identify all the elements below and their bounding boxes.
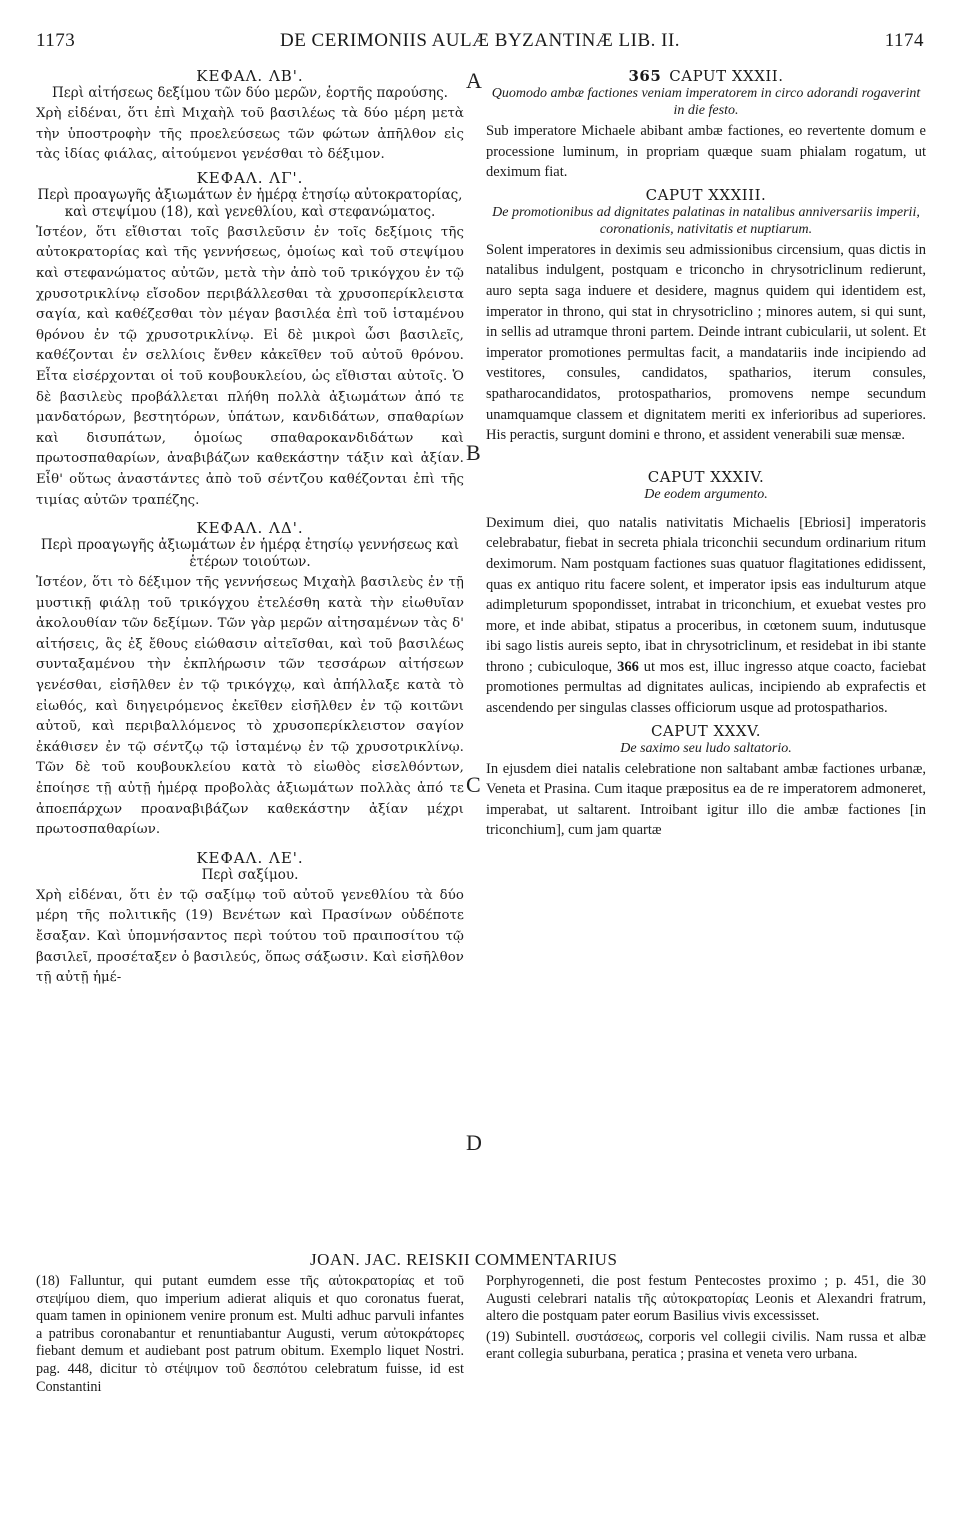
commentary-left xyxy=(36,1273,464,1399)
latin-chapter-35 xyxy=(486,722,926,841)
chapter-title: Περὶ προαγωγῆς ἀξιωμάτων ἐν ἡμέρᾳ ἐτησίῳ αὐτοκρατορίας, καὶ στεψίμου (18), καὶ γενεθλίου, καὶ στεφανώματος. xyxy=(37,186,463,220)
greek-chapter-35 xyxy=(36,849,464,989)
chapter-heading: CAPUT XXXIII. xyxy=(645,185,767,204)
chapter-text: Ἰστέον, ὅτι τὸ δέξιμον τῆς γεννήσεως Μιχαὴλ βασιλεὺς ἐν τῇ μυστικῇ φιάλῃ τοῦ τρικόγχου ἐτελέσθη κατὰ τὴν εἰωθυῖαν ἀκολουθίαν τῶν δεξίμων. Τῶν γὰρ μερῶν αἰτησαμένων τὰς δ' αἰτήσεις, ἃς ἐξ ἔθους εἰώθασιν αἰτεῖσθαι, καὶ τοῦ βασιλέως συνταξαμένου τὴν ἐκπλήρωσιν τῶν τεσσάρων αἰτήσεων γενέσθαι, εἰσῆλθεν ἐν τῷ τρικόγχῳ, καὶ ἀπήλλαξε κατὰ τὸ εἰωθός, καὶ διηγειρόμενος ἐκεῖθεν εἰσῆλθεν ἐν τῷ κοιτῶνι αὐτοῦ, καὶ περιβαλλόμενος τὸ χρυσοπερίκλειστον σαγίον ἐκάθισεν ἐν τῷ σέντζῳ τῷ ἱσταμένῳ ἐν τῷ χρυσοτρικλίνῳ. Τῶν δὲ τοῦ κουβουκλείου κατὰ τὸ εἰωθὸς εἰσελθόντων, ἐποίησε τῇ αὐτῇ ἡμέρᾳ προβολὰς ἀξιωμάτων πολλὰς ἀπό τε ἀποεπάρχων προαναβιβάζων καθεκάστην ἀξίαν μέχρι πρωτοσπαθαρίων. xyxy=(36,575,464,838)
footnote-19: (19) Subintell. συστάσεως, corporis vel collegii civilis. Nam russa et albæ erant collegia suburbana, peratica ; prasina et veneta vero urbana. xyxy=(486,1328,926,1363)
chapter-text xyxy=(486,513,926,719)
running-title: DE CERIMONIIS AULÆ BYZANTINÆ LIB. II. xyxy=(279,30,681,51)
chapter-title: De eodem argumento. xyxy=(644,486,768,502)
caput-label: CAPUT XXXII. xyxy=(669,67,784,85)
chapter-text: Solent imperatores in deximis seu admissionibus circensium, quas dictis in natalibus indulgent, postquam e triconcho in chrysotriclinum redierunt, auro septa saga induere et desidere, magnus quidem qui identidem est, imperator in throno, qui stat in chrysotriclino ; minores autem, si qui sunt, in sellis ad utramque throni partem. Deinde intrant cubicularii, ut solent. Et imperator promotiones permultas facit, a mandatariis inde incipiendo ad vestitores, consules, candidatos, spatharios, iterum consules, spatharocandidatos, protospatharios, promovens nempe secundum unamquamque classem et dignitatem meriti ex inferioribus ad superiores. His peractis, surgunt domini e throno, et assident venerabili suæ mensæ. xyxy=(486,241,926,444)
margin-letter-c: C xyxy=(466,772,481,797)
latin-chapter-32 xyxy=(486,67,926,183)
page-marker: 365 xyxy=(628,67,662,85)
chapter-title: Quomodo ambæ factiones veniam imperatorem in circo adorandi rogaverint in die festo. xyxy=(491,86,921,118)
chapter-heading: ΚΕΦΑΛ. ΛΒ'. xyxy=(196,67,304,85)
chapter-title: Περὶ σαξίμου. xyxy=(201,866,299,883)
margin-letter-a: A xyxy=(466,68,482,93)
latin-chapter-33 xyxy=(486,186,926,446)
chapter-text: Ἰστέον, ὅτι εἴθισται τοῖς βασιλεῦσιν ἐν τοῖς δεξίμοις τῆς αὐτοκρατορίας καὶ τῆς γεννήσεως, ὁμοίως καὶ τοῦ στεψίμου καὶ στεφανώματος αὐτῶν, μετὰ τὴν ἀπὸ τοῦ τρικόγχου ἐν τῷ χρυσοτρικλίνῳ εἴσοδον περιβάλλεσθαι τὰ χρυσοπερίκλειστα σαγία, καὶ καθέζεσθαι τὸν μέγαν βασιλέα ἐπὶ τοῦ ἱσταμένου θρόνου ἐν τῷ χρυσοτρικλίνῳ. Εἰ δὲ μικροὶ ὦσι βασιλεῖς, καθέζονται ἐν σελλίοις ἔνθεν κἀκεῖθεν τοῦ αὐτοῦ θρόνου. Εἶτα εἰσέρχονται οἱ τοῦ κουβουκλείου, ὡς εἴθισται αὐτοῖς. Ὁ δὲ βασιλεὺς προβάλλεται πλήθη πολλὰ ἀξιωμάτων ἀπό τε μανδατόρων, βεστητόρων, ὑπάτων, κανδιδάτων, σπαθαρίων καὶ δισυπάτων, ὁμοίως σπαθαροκανδιδάτων καὶ πρωτοσπαθαρίων, ἀναβιβάζων καθεκάστην τάξιν καὶ ἀξίαν. Εἶθ' οὕτως ἀναστάντες ἀπὸ τοῦ σέντζου καθέζονται ἐπὶ τῆς τιμίας αὐτῶν τραπέζης. xyxy=(36,224,464,508)
page-number-left: 1173 xyxy=(36,30,76,51)
chapter-text: Χρὴ εἰδέναι, ὅτι ἐν τῷ σαξίμῳ τοῦ αὐτοῦ γενεθλίου τὰ δύο μέρη τῆς πολιτικῆς (19) Βενέτων καὶ Πρασίνων οὐδέποτε ἔσαξαν. Καὶ ὑπομνήσαντος περὶ τούτου τοῦ πραιποσίτου τῷ βασιλεῖ, προσέταξεν ὁ βασιλεύς, ὅπως σάξωσιν. Καὶ εἰσῆλθον τῇ αὐτῇ ἡμέ- xyxy=(36,887,464,986)
chapter-text-part: ut mos est, illuc ingresso atque coacto, faciebat promotiones permultas ad dignitates aulicas, incipiendo ab exprafectis et ascendendo per singulas classes officiorum usque ad protospatharios. xyxy=(486,658,927,717)
chapter-heading: ΚΕΦΑΛ. ΛΔ'. xyxy=(196,519,304,538)
greek-chapter-33 xyxy=(36,169,464,511)
latin-chapter-34 xyxy=(486,468,926,719)
commentary-right xyxy=(486,1273,926,1367)
chapter-text: In ejusdem diei natalis celebratione non saltabant ambæ factiones urbanæ, Veneta et Prasina. Cum itaque præpositus ea de re imperatorem admoneret, imperabat, ut saltarent. Introibant igitur illo die ambæ factiones [in triconchium], cum jam quartæ xyxy=(486,760,926,839)
chapter-heading: CAPUT XXXV. xyxy=(650,721,762,740)
running-header xyxy=(32,30,928,60)
footnote-18: (18) Falluntur, qui putant eumdem esse τῆς αὐτοκρατορίας et τοῦ στεψίμου diem, quo imperium adierat aliquis et quo coronatus fuerat, quam tamen in opinionem venire pronum est. Multi adhuc parvuli infantes a patribus coronabantur et renuntiabantur Augusti, verum αὐτοκράτορες fiebant demum et audiebant post patrum obitum. Exemplo liquet Nostri. pag. 448, dicitur τὸ στέψιμον τοῦ δεσπότου celebratum fuisse, id est Constantini xyxy=(36,1273,464,1395)
footnote-18-continued: Porphyrogenneti, die post festum Pentecostes proximo ; p. 451, die 30 Augusti celebrari natalis τῆς αὐτοκρατορίας Leonis et Alexandri fratrum, altero die postquam pater eorum Basilius vivis excessisset. xyxy=(486,1273,926,1325)
page-number-right: 1174 xyxy=(884,30,924,51)
greek-chapter-34 xyxy=(36,519,464,841)
margin-letter-d: D xyxy=(466,1130,482,1155)
chapter-heading: ΚΕΦΑΛ. ΛΓ'. xyxy=(196,168,304,187)
latin-column xyxy=(486,67,926,844)
commentary-heading: JOAN. JAC. REISKII COMMENTARIUS xyxy=(310,1250,618,1269)
chapter-heading: CAPUT XXXIV. xyxy=(647,467,765,486)
page-marker: 366 xyxy=(617,658,639,675)
chapter-heading: ΚΕΦΑΛ. ΛΕ'. xyxy=(196,848,304,867)
chapter-text-part: Deximum diei, quo natalis nativitatis Michaelis [Ebriosi] imperatoris celebrabatur, fiebat in secreta phiala triconchii secundum ordinarium ritum deximorum. Nam postquam factiones suas quatuor flagitationes edidissent, quas ex antiquo ritu facere solent, et imperator ipsis eas indulturum atque adimpleturum spopondisset, intrabat in triconchium, et exuebat vestes pro more, et inde abibat, stipatus a proceribus, in cœtonem suum, indutusque ibi sago listis aureis septo, ibat in chrysotriclinum, et residebat in ibi stante throno ; cubiculoque, xyxy=(486,514,926,675)
chapter-heading xyxy=(486,67,926,85)
margin-letter-b: B xyxy=(466,440,481,465)
greek-column xyxy=(36,67,464,992)
chapter-title: Περὶ προαγωγῆς ἀξιωμάτων ἐν ἡμέρᾳ ἐτησίῳ γεννήσεως καὶ ἑτέρων τοιούτων. xyxy=(40,537,460,571)
chapter-text: Sub imperatore Michaele abibant ambæ factiones, eo revertente domum e processione luminum, in propriam quæque suam phialam rogatum, ut deximum fiat. xyxy=(486,123,926,181)
greek-chapter-32 xyxy=(36,67,464,166)
chapter-text: Χρὴ εἰδέναι, ὅτι ἐπὶ Μιχαὴλ τοῦ βασιλέως τὰ δύο μέρη μετὰ τὴν ὑποστροφὴν τῆς προελεύσεως τῶν φώτων ἀπῆλθον εἰς τὰς ἰδίας φιάλας, αἰτούμενοι γενέσθαι τὸ δέξιμον. xyxy=(36,106,464,163)
chapter-title: De promotionibus ad dignitates palatinas in natalibus anniversariis imperii, coronationis, nativitatis et nuptiarum. xyxy=(492,204,920,237)
chapter-title: De saximo seu ludo saltatorio. xyxy=(620,740,792,756)
chapter-title: Περὶ αἰτήσεως δεξίμου τῶν δύο μερῶν, ἑορτῆς παρούσης. xyxy=(52,85,448,101)
